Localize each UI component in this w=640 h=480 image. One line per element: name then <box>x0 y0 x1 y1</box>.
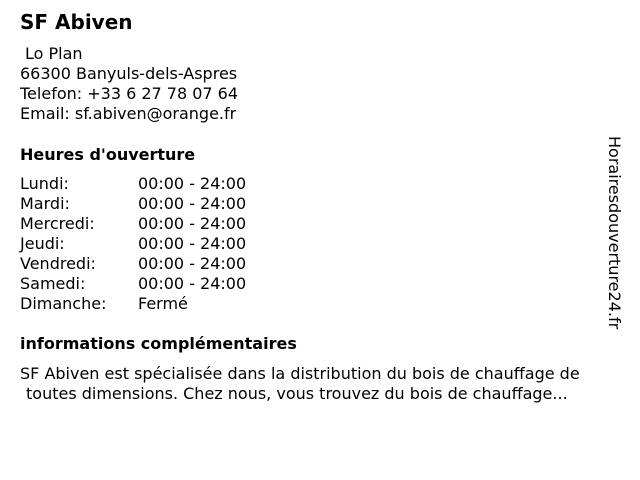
hours-row <box>20 274 246 294</box>
time-value: 00:00 - 24:00 <box>138 234 247 253</box>
hours-table <box>20 174 246 314</box>
site-watermark: Horairesdouverture24.fr <box>605 136 624 330</box>
day-label: Dimanche: <box>20 294 107 313</box>
hours-row <box>20 214 246 234</box>
description-text <box>20 364 630 404</box>
time-value: 00:00 - 24:00 <box>138 274 247 293</box>
time-value: Fermé <box>138 294 188 313</box>
hours-row <box>20 254 246 274</box>
day-label: Samedi: <box>20 274 86 293</box>
business-name: SF Abiven <box>20 10 133 34</box>
hours-row <box>20 234 246 254</box>
street-address: Lo Plan <box>25 44 83 63</box>
day-label: Mercredi: <box>20 214 95 233</box>
phone-line: Telefon: +33 6 27 78 07 64 <box>20 84 239 103</box>
hours-row <box>20 194 246 214</box>
time-value: 00:00 - 24:00 <box>138 254 247 273</box>
description-line: SF Abiven est spécialisée dans la distribution du bois de chauffage de <box>20 364 580 383</box>
time-value: 00:00 - 24:00 <box>138 214 247 233</box>
hours-row <box>20 294 246 314</box>
day-label: Mardi: <box>20 194 70 213</box>
hours-row <box>20 174 246 194</box>
hours-heading: Heures d'ouverture <box>20 145 196 164</box>
time-value: 00:00 - 24:00 <box>138 174 247 193</box>
day-label: Jeudi: <box>20 234 65 253</box>
description-line: toutes dimensions. Chez nous, vous trouvez du bois de chauffage... <box>26 384 568 403</box>
day-label: Vendredi: <box>20 254 96 273</box>
day-label: Lundi: <box>20 174 69 193</box>
city-line: 66300 Banyuls-dels-Aspres <box>20 64 238 83</box>
address-block <box>20 44 238 124</box>
email-line: Email: sf.abiven@orange.fr <box>20 104 237 123</box>
time-value: 00:00 - 24:00 <box>138 194 247 213</box>
info-heading: informations complémentaires <box>20 334 297 353</box>
